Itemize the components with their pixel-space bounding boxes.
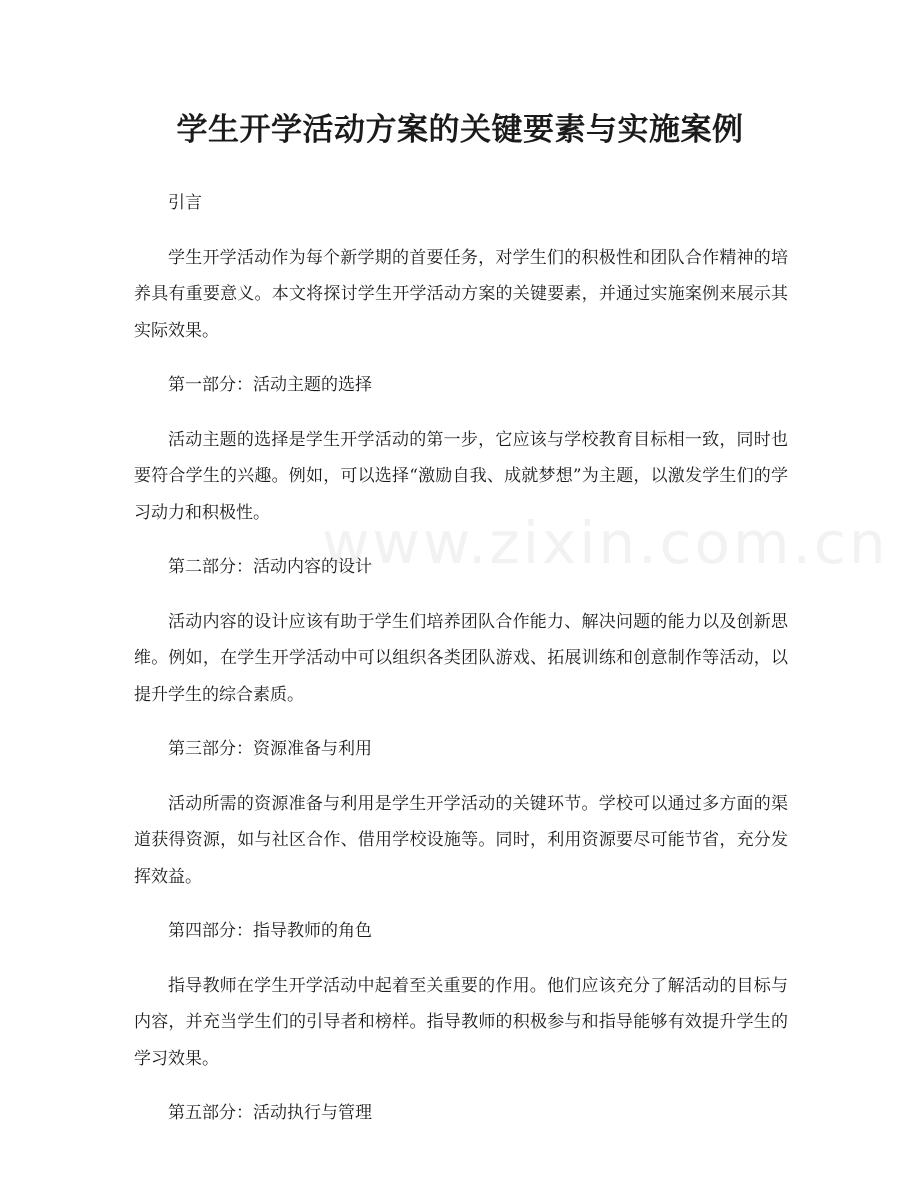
paragraph-part3: 活动所需的资源准备与利用是学生开学活动的关键环节。学校可以通过多方面的渠道获得资源，如与社区合作、借用学校设施等。同时，利用资源要尽可能节省，充分发挥效益。 <box>134 793 788 887</box>
section-heading-part3: 第三部分：资源准备与利用 <box>168 739 372 759</box>
section-heading-intro: 引言 <box>168 193 202 213</box>
section-heading-part4: 第四部分：指导教师的角色 <box>168 921 372 941</box>
paragraph-intro: 学生开学活动作为每个新学期的首要任务，对学生们的积极性和团队合作精神的培养具有重要意义。本文将探讨学生开学活动方案的关键要素，并通过实施案例来展示其实际效果。 <box>134 247 788 341</box>
paragraph-part1: 活动主题的选择是学生开学活动的第一步，它应该与学校教育目标相一致，同时也要符合学生的兴趣。例如，可以选择“激励自我、成就梦想”为主题，以激发学生们的学习动力和积极性。 <box>134 429 788 523</box>
document-body <box>134 185 788 1132</box>
paragraph-part4: 指导教师在学生开学活动中起着至关重要的作用。他们应该充分了解活动的目标与内容，并充当学生们的引导者和榜样。指导教师的积极参与和指导能够有效提升学生的学习效果。 <box>134 975 788 1069</box>
paragraph-part2: 活动内容的设计应该有助于学生们培养团队合作能力、解决问题的能力以及创新思维。例如，在学生开学活动中可以组织各类团队游戏、拓展训练和创意制作等活动，以提升学生的综合素质。 <box>134 611 788 705</box>
section-heading-part5: 第五部分：活动执行与管理 <box>168 1103 372 1123</box>
section-heading-part2: 第二部分：活动内容的设计 <box>168 557 372 577</box>
section-heading-part1: 第一部分：活动主题的选择 <box>168 375 372 395</box>
watermark: www.zixin.com.cn <box>322 509 889 577</box>
document-title: 学生开学活动方案的关键要素与实施案例 <box>176 112 744 148</box>
